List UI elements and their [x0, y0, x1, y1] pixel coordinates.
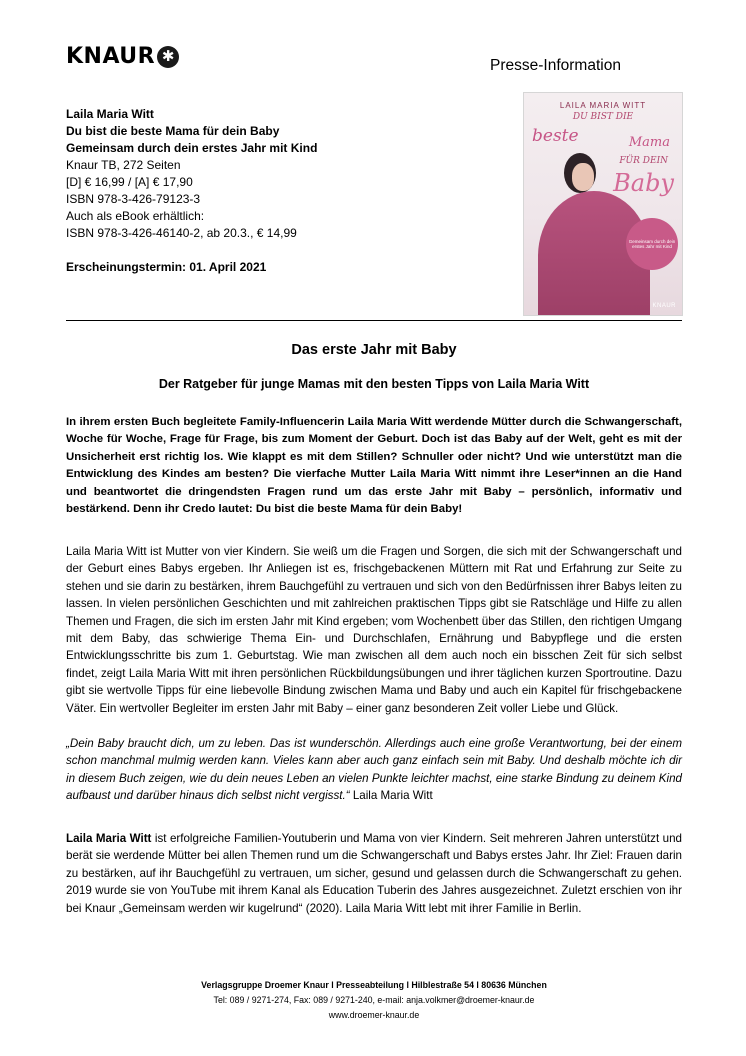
cover-face — [572, 163, 594, 191]
star-circle-icon: ✱ — [157, 46, 179, 68]
ebook-label: Auch als eBook erhältlich: — [66, 209, 205, 223]
cover-title-line5: Baby — [613, 169, 674, 197]
article-heading: Das erste Jahr mit Baby — [291, 342, 457, 358]
book-format: Knaur TB, 272 Seiten — [66, 158, 181, 172]
book-cover — [523, 92, 683, 316]
knaur-logo — [66, 44, 179, 69]
cover-badge: Gemeinsam durch dein erstes Jahr mit Kind — [626, 218, 678, 270]
book-author: Laila Maria Witt — [66, 107, 154, 121]
bio-text: ist erfolgreiche Familien-Youtuberin und Mama von vier Kindern. Seit mehreren Jahren unterstützt und berät sie werdende Mütter bei allen Themen rund um die Schwangerschaft und Babys erstes Jahr. Ihr Ziel: Frauen darin zu bestärken, auf ihr Bauchgefühl zu vertrauen, um sicher, gesund und gelassen durch die Schwangerschaft zu gehen. 2019 wurde sie von YouTube mit ihrem Kanal als Education Tuberin des Jahres ausgezeichnet. Zuletzt erschien von ihr bei Knaur „Gemeinsam werden wir kugelrund“ (2020). Laila Maria Witt lebt mit ihrer Familie in Berlin. — [66, 832, 682, 915]
meta-spacer — [66, 242, 317, 259]
cover-title-line3: Mama — [628, 135, 670, 150]
cover-title-line2: beste — [532, 126, 579, 146]
footer-address: Verlagsgruppe Droemer Knaur l Presseabteilung l Hilblestraße 54 l 80636 München — [201, 980, 547, 990]
bio-name: Laila Maria Witt — [66, 832, 152, 845]
book-isbn: ISBN 978-3-426-79123-3 — [66, 192, 201, 206]
quote-text: „Dein Baby braucht dich, um zu leben. Das ist wunderschön. Allerdings auch eine große Verantwortung, bei der einem schon manchmal mulmig werden kann. Vieles kann aber auch ganz einfach sein mit Baby. Und deshalb möchte ich dir in diesem Buch zeigen, wie du dein neues Leben an vielen Punkte leichter machst, eine starke Bindung zu deinem Kind aufbaust und darüber hinaus dich selbst nicht vergisst.“ — [66, 737, 682, 803]
book-meta — [66, 106, 317, 276]
ebook-isbn: ISBN 978-3-426-46140-2, ab 20.3., € 14,99 — [66, 226, 297, 240]
footer-website: www.droemer-knaur.de — [328, 1010, 420, 1020]
cover-publisher: KNAUR — [652, 303, 676, 309]
header-divider — [66, 320, 682, 321]
lead-paragraph: In ihrem ersten Buch begleitete Family-Influencerin Laila Maria Witt werdende Mütter durch die Schwangerschaft, Woche für Woche, Frage für Frage, bis zum Moment der Geburt. Doch ist das Baby auf der Welt, geht es mit der Unsicherheit erst richtig los. Wie klappt es mit dem Stillen? Schnuller oder nicht? Und wie unterstützt man die Entwicklung des Kindes am besten? Die vierfache Mutter Laila Maria Witt nimmt ihre Leser*innen an die Hand und beantwortet die dringendsten Fragen rund um das erste Jahr mit Baby – persönlich, informativ und bestärkend. Denn ihr Credo lautet: Du bist die beste Mama für dein Baby! — [66, 416, 682, 516]
quote-paragraph — [66, 735, 682, 805]
quote-author: Laila Maria Witt — [352, 789, 433, 803]
cover-title-line1: DU BIST DIE — [572, 112, 634, 122]
cover-author: LAILA MARIA WITT — [559, 101, 647, 110]
presse-label: Presse-Information — [490, 57, 621, 74]
footer — [66, 978, 682, 1023]
book-subtitle: Gemeinsam durch dein erstes Jahr mit Kind — [66, 141, 318, 155]
logo-text: KNAUR — [66, 44, 156, 69]
book-price: [D] € 16,99 / [A] € 17,90 — [66, 175, 193, 189]
article-subheading: Der Ratgeber für junge Mamas mit den besten Tipps von Laila Maria Witt — [158, 377, 590, 391]
footer-contact: Tel: 089 / 9271-274, Fax: 089 / 9271-240, e-mail: anja.volkmer@droemer-knaur.de — [213, 995, 535, 1005]
cover-title-line4: FÜR DEIN — [619, 156, 668, 166]
body-paragraph: Laila Maria Witt ist Mutter von vier Kindern. Sie weiß um die Fragen und Sorgen, die sich mit der Schwangerschaft und der Geburt eines Babys ergeben. Ihr Anliegen ist es, frischgebackenen Müttern mit Rat und Erfahrung zur Seite zu stehen und sie darin zu bestärken, ihrem Bauchgefühl zu vertrauen und sich von den Bedürfnissen ihrer Babys leiten zu lassen. In vielen persönlichen Geschichten und mit zahlreichen praktischen Tipps gibt sie Ratschläge und Hilfe zu allen Themen und Fragen, die sich im ersten Jahr mit Kind ergeben; vom Wochenbett über das Stillen, den richtigen Umgang mit dem Baby, das schwierige Thema Ein- und Durchschlafen, Ernährung und Babypflege und die ersten Entwicklungsschritte bis zum 1. Geburtstag. Wie man zwischen all dem auch noch ein bisschen Zeit für sich selbst findet, zeigt Laila Maria Witt mit ihren persönlichen Rückbildungsübungen und ihrer täglichen kurzen Sportroutine. Dazu gibt sie wertvolle Tipps für eine liebevolle Bindung zwischen Mama und Baby und auch ein Kapitel für frischgebackene Väter. Ein wertvoller Begleiter im ersten Jahr mit Baby – einer ganz besonderen Zeit voller Liebe und Glück. — [66, 545, 682, 715]
release-date: Erscheinungstermin: 01. April 2021 — [66, 260, 267, 274]
book-title: Du bist die beste Mama für dein Baby — [66, 124, 280, 138]
bio-paragraph — [66, 830, 682, 917]
